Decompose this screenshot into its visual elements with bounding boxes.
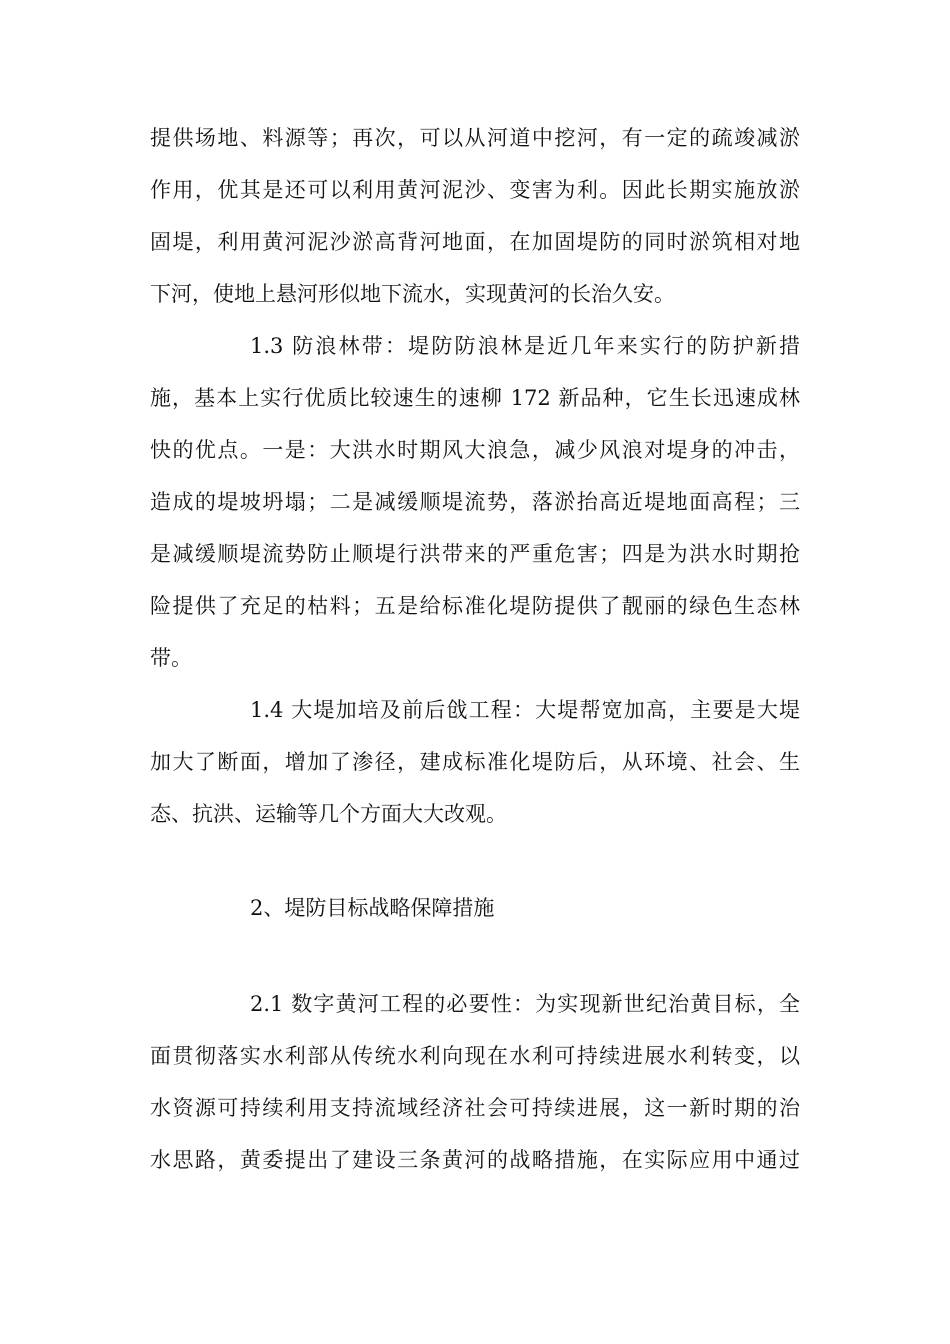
paragraph-2-1-line-1: 2.1 数字黄河工程的必要性：为实现新世纪治黄目标，全 [250, 992, 800, 1016]
section-heading-2: 2、堤防目标战略保障措施 [250, 896, 495, 920]
paragraph-1-4-line-2: 加大了断面，增加了渗径，建成标准化堤防后，从环境、社会、生 [150, 750, 800, 774]
paragraph-1-3-line-6: 险提供了充足的枯料；五是给标准化堤防提供了靓丽的绿色生态林 [150, 594, 800, 618]
paragraph-1-3-line-5: 是减缓顺堤流势防止顺堤行洪带来的严重危害；四是为洪水时期抢 [150, 542, 800, 566]
paragraph-1-3-line-2: 施，基本上实行优质比较速生的速柳 172 新品种，它生长迅速成林 [150, 386, 800, 410]
paragraph-1-3-line-7: 带。 [150, 646, 192, 670]
paragraph-1-line-3: 固堤，利用黄河泥沙淤高背河地面，在加固堤防的同时淤筑相对地 [150, 230, 800, 254]
paragraph-1-4-line-1: 1.4 大堤加培及前后戗工程：大堤帮宽加高，主要是大堤 [250, 698, 800, 722]
paragraph-2-1-line-2: 面贯彻落实水利部从传统水利向现在水利可持续进展水利转变，以 [150, 1044, 800, 1068]
paragraph-1-line-2: 作用，优其是还可以利用黄河泥沙、变害为利。因此长期实施放淤 [150, 178, 800, 202]
paragraph-1-3-line-4: 造成的堤坡坍塌；二是减缓顺堤流势，落淤抬高近堤地面高程；三 [150, 490, 800, 514]
paragraph-2-1-line-3: 水资源可持续利用支持流域经济社会可持续进展，这一新时期的治 [150, 1096, 800, 1120]
paragraph-1-line-1: 提供场地、料源等；再次，可以从河道中挖河，有一定的疏竣减淤 [150, 126, 800, 150]
paragraph-1-line-4: 下河，使地上悬河形似地下流水，实现黄河的长治久安。 [150, 282, 675, 306]
paragraph-2-1-line-4: 水思路，黄委提出了建设三条黄河的战略措施，在实际应用中通过 [150, 1148, 800, 1172]
paragraph-1-3-line-3: 快的优点。一是：大洪水时期风大浪急，减少风浪对堤身的冲击， [150, 438, 800, 462]
paragraph-1-4-line-3: 态、抗洪、运输等几个方面大大改观。 [150, 802, 507, 826]
paragraph-1-3-line-1: 1.3 防浪林带：堤防防浪林是近几年来实行的防护新措 [250, 334, 800, 358]
